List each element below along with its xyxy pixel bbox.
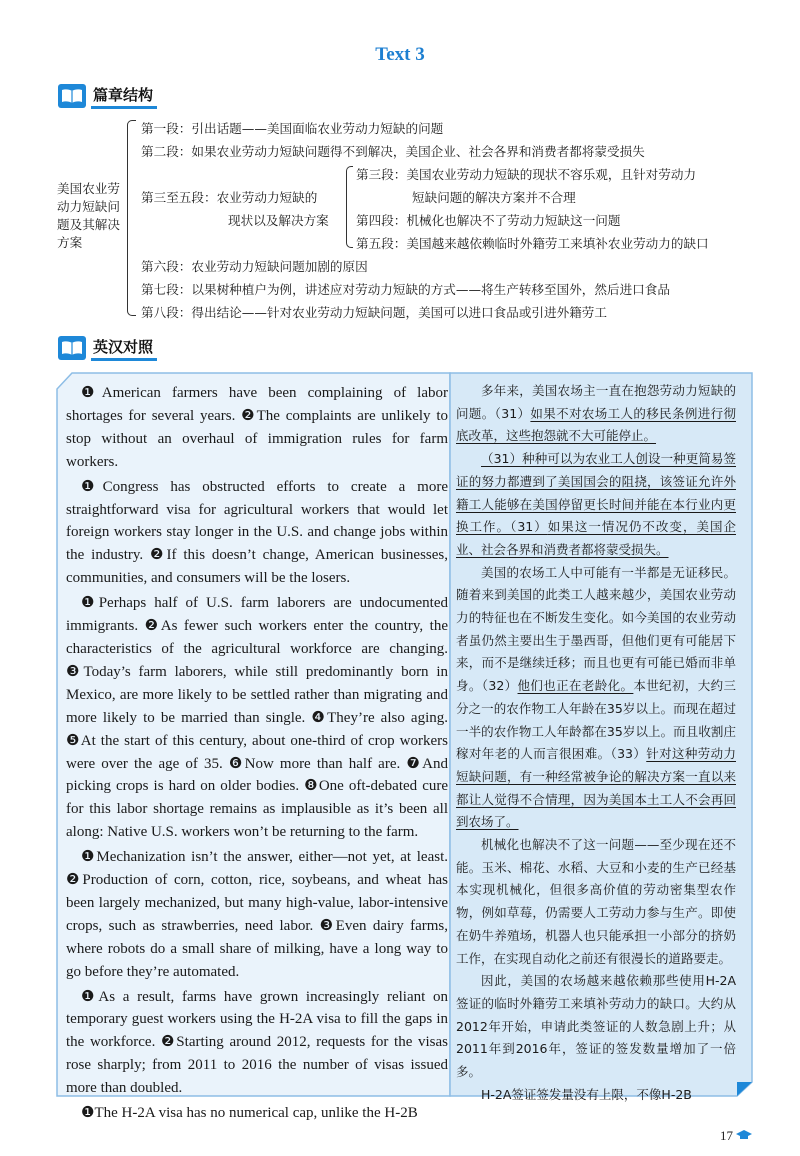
en-paragraph-4: ❶Mechanization isn’t the answer, either—not yet, at least. ❷Production of corn, cotton, rice, soybeans, and wheat has been largely mechanized, but many high-value, labor-intensive crops, such as strawberries, need labor. ❸Even dairy farms, where robots do a small share of milking, have a long way to go before they’re automated. [66,849,448,980]
bilingual-heading: 英汉对照 [91,336,157,361]
en-paragraph-1: ❶American farmers have been complaining of labor shortages for several years. ❷The complaints are unlikely to stop without an overhaul of immigration rules for farm workers. [66,385,448,470]
en-paragraph-2: ❶Congress has obstructed efforts to create a more straightforward visa for agricultural workers that would let foreign workers stay longer in the U.S. and change jobs within the industry. ❷If this doesn’t change, American businesses, communities, and consumers will be the losers. [66,478,448,587]
zh-paragraph-3: 美国的农场工人中可能有一半都是无证移民。随着来到美国的此类工人越来越少，美国农业劳动力的特征也在不断发生变化。如今美国的农业劳动者虽仍然主要出生于墨西哥，但他们更有可能居下来，而不是继续迁移；而且也更有可能已婚而非单身。（32）他们也正在老龄化。本世纪初，大约三分之一的农作物工人年龄在35岁以上。而现在超过一半的农作物工人年龄都在35岁以上。而且收割庄稼对年老的人而言很困难。（33）针对这种劳动力短缺问题，有一种经常被争论的解决方案一直以来都让人觉得不合情理，因为美国本土工人不会再回到农场了。 [456,564,736,830]
structure-p3-5-a: 第三至五段：农业劳动力短缺的 [141,190,318,205]
zh-paragraph-2: （31）种种可以为农业工人创设一种更简易签证的努力都遭到了美国国会的阻挠，该签证允许外籍工人能够在美国停留更长时间并能在本行业内更换工作。（31）如果这一情况仍不改变，美国企业、社会各界和消费者都将蒙受损失。 [456,451,736,557]
english-text [66,382,448,1127]
structure-p6: 第六段：农业劳动力短缺问题加剧的原因 [141,259,368,274]
structure-topic: 美国农业劳 动力短缺问 题及其解决 方案 [57,181,120,250]
structure-p2: 第二段：如果农业劳动力短缺问题得不到解决，美国企业、社会各界和消费者都将蒙受损失 [141,144,645,159]
structure-p5: 第五段：美国越来越依赖临时外籍劳工来填补农业劳动力的缺口 [356,236,709,251]
structure-p3-a: 第三段：美国农业劳动力短缺的现状不容乐观，且针对劳动力 [356,167,697,182]
zh-paragraph-5: 因此，美国的农场越来越依赖那些使用H-2A签证的临时外籍劳工来填补劳动力的缺口。大约从2012年开始，申请此类签证的人数急剧上升；从2011年到2016年，签证的签发数量增加了一倍多。 [456,973,736,1080]
zh-paragraph-6: H-2A签证签发量没有上限，不像H-2B [481,1086,692,1102]
zh-paragraph-1: 多年来，美国农场主一直在抱怨劳动力短缺的问题。（31）如果不对农场工人的移民条例进行彻底改革，这些抱怨就不大可能停止。 [456,383,736,444]
en-paragraph-6: ❶The H-2A visa has no numerical cap, unlike the H-2B [81,1105,418,1122]
structure-p7: 第七段：以果树种植户为例，讲述应对劳动力短缺的方式——将生产转移至国外，然后进口食品 [141,282,670,297]
zh-paragraph-4: 机械化也解决不了这一问题——至少现在还不能。玉米、棉花、水稻、大豆和小麦的生产已经基本实现机械化，但很多高价值的劳动密集型农作物，例如草莓，仍需要人工劳动力参与生产。即使在奶牛养殖场，机器人也只能承担一小部分的挤奶工作，在实现自动化之前还有很漫长的道路要走。 [456,837,736,966]
structure-p8: 第八段：得出结论——针对农业劳动力短缺问题，美国可以进口食品或引进外籍劳工 [141,305,607,320]
structure-p3-5-b: 现状以及解决方案 [228,213,329,228]
structure-p3-b: 短缺问题的解决方案并不合理 [412,190,576,205]
graduation-cap-icon [736,1130,752,1140]
page-number: 17 [720,1128,752,1144]
structure-heading: 篇章结构 [91,84,157,109]
text-title: Text 3 [375,44,425,65]
en-paragraph-5: ❶As a result, farms have grown increasingly reliant on temporary guest workers using the H-2A visa to fill the gaps in the workforce. ❷Starting around 2012, requests for the visas rose sharply; from 2011 to 2016 the number of visas issued more than doubled. [66,988,448,1097]
en-paragraph-3: ❶Perhaps half of U.S. farm laborers are undocumented immigrants. ❷As fewer such workers enter the country, the characteristics of the agricultural workforce are changing. ❸Today’s farm laborers, while still predominantly born in Mexico, are more likely to be settled rather than migrating and more likely to be married than single. ❹They’re also aging. ❺At the start of this century, about one-third of crop workers were over the age of 35. ❻Now more than half are. ❼And picking crops is hard on older bodies. ❽One oft-debated cure for this labor shortage remains as implausible as it’s been all along: Native U.S. workers won’t be returning to the farm. [66,595,448,841]
structure-p1: 第一段：引出话题——美国面临农业劳动力短缺的问题 [141,121,444,136]
structure-p4: 第四段：机械化也解决不了劳动力短缺这一问题 [356,213,621,228]
chinese-text [456,380,736,1107]
